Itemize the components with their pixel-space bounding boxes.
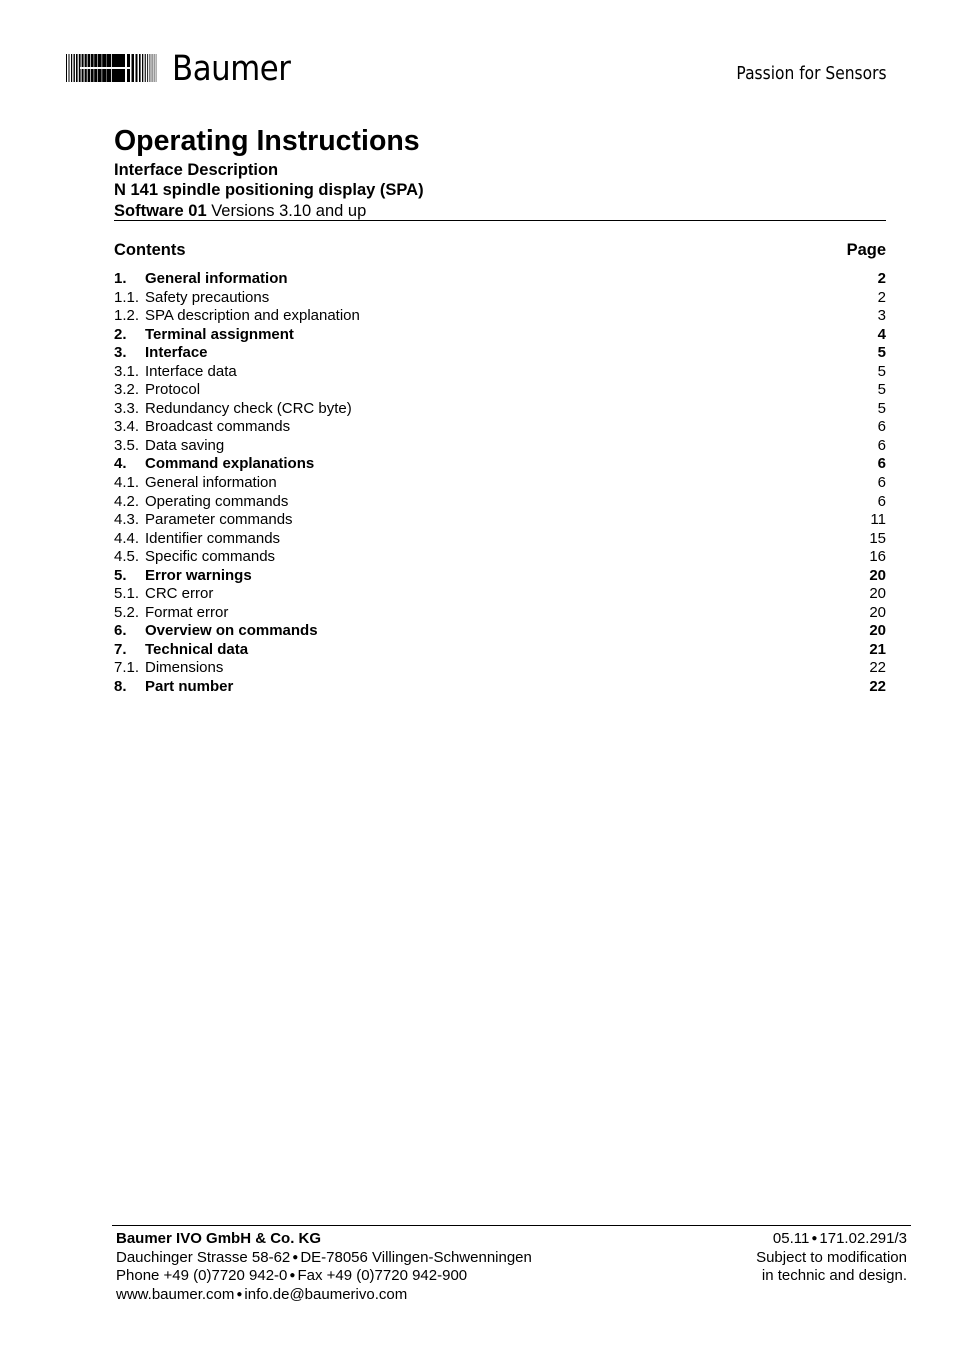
toc-entry-title: Broadcast commands bbox=[145, 418, 291, 436]
toc-entry-page: 5 bbox=[877, 399, 886, 417]
toc-entry-number: 1.1. bbox=[114, 288, 140, 306]
toc-entry-title: Protocol bbox=[145, 381, 201, 399]
toc-entry-title: Safety precautions bbox=[145, 288, 270, 306]
toc-entry-page: 21 bbox=[869, 640, 886, 658]
toc-entry-number: 7.1. bbox=[114, 659, 140, 677]
toc-entry[interactable] bbox=[114, 400, 886, 419]
address-street: Dauchinger Strasse 58-62 bbox=[116, 1248, 291, 1266]
toc-entry-page: 4 bbox=[877, 325, 886, 343]
toc-entry-number: 4.1. bbox=[114, 474, 140, 492]
tagline: Passion for Sensors bbox=[736, 63, 887, 84]
toc-entry-page: 3 bbox=[877, 307, 886, 325]
contents-header bbox=[114, 240, 886, 260]
toc-entry-number: 6. bbox=[114, 622, 127, 640]
footer-address bbox=[116, 1230, 532, 1305]
toc-entry-title: Identifier commands bbox=[145, 529, 281, 547]
toc-entry[interactable] bbox=[114, 474, 886, 493]
product-name: N 141 spindle positioning display (SPA) bbox=[114, 181, 424, 199]
toc-entry-page: 20 bbox=[869, 585, 886, 603]
toc-entry-page: 11 bbox=[870, 511, 886, 529]
toc-entry-page: 6 bbox=[877, 455, 886, 473]
toc-entry-number: 4.5. bbox=[114, 548, 140, 566]
contact-phone-fax bbox=[116, 1267, 532, 1286]
document-number: 171.02.291/3 bbox=[819, 1230, 907, 1248]
modification-note-2: in technic and design. bbox=[761, 1267, 907, 1285]
toc-entry-number: 4. bbox=[114, 455, 127, 473]
footer-document-info bbox=[756, 1230, 907, 1286]
toc-entry-title: Technical data bbox=[145, 640, 249, 658]
toc-entry-page: 22 bbox=[869, 659, 886, 677]
toc-entry[interactable] bbox=[114, 270, 886, 289]
toc-entry-number: 3. bbox=[114, 344, 127, 362]
document-date: 05.11 bbox=[772, 1230, 810, 1248]
software-version bbox=[114, 201, 366, 221]
software-label: Software 01 bbox=[114, 202, 207, 220]
toc-entry-number: 1. bbox=[114, 270, 127, 287]
toc-entry-title: CRC error bbox=[145, 585, 214, 603]
document-title: Operating Instructions bbox=[114, 125, 420, 157]
toc-entry-page: 20 bbox=[869, 603, 886, 621]
toc-entry-title: Interface data bbox=[145, 362, 237, 380]
company-name: Baumer IVO GmbH & Co. KG bbox=[116, 1230, 322, 1247]
toc-entry-title: Interface bbox=[145, 344, 208, 362]
document-subtitle: Interface Description bbox=[114, 161, 279, 179]
toc-entry[interactable] bbox=[114, 326, 886, 345]
toc-entry-number: 3.1. bbox=[114, 362, 140, 380]
toc-entry[interactable] bbox=[114, 548, 886, 567]
toc-entry[interactable] bbox=[114, 585, 886, 604]
contact-web-email bbox=[116, 1286, 532, 1305]
website-link[interactable]: www.baumer.com bbox=[116, 1286, 235, 1304]
toc-entry-page: 22 bbox=[869, 678, 886, 696]
toc-entry-number: 4.4. bbox=[114, 529, 140, 547]
toc-entry-number: 3.2. bbox=[114, 381, 140, 399]
toc-entry-page: 5 bbox=[877, 381, 886, 399]
toc-entry[interactable] bbox=[114, 604, 886, 623]
table-of-contents bbox=[114, 270, 886, 697]
modification-note: Subject to modification bbox=[756, 1248, 907, 1266]
toc-entry-number: 3.5. bbox=[114, 436, 140, 454]
toc-entry-number: 8. bbox=[114, 678, 127, 696]
toc-entry-title: Redundancy check (CRC byte) bbox=[145, 399, 352, 417]
toc-entry-page: 5 bbox=[877, 362, 886, 380]
toc-entry-page: 16 bbox=[869, 548, 886, 566]
toc-entry[interactable] bbox=[114, 455, 886, 474]
toc-entry-page: 5 bbox=[877, 344, 886, 362]
bullet-icon: ● bbox=[811, 1233, 818, 1244]
toc-entry-number: 7. bbox=[114, 640, 127, 658]
toc-entry[interactable] bbox=[114, 381, 886, 400]
bullet-icon: ● bbox=[236, 1288, 243, 1300]
toc-entry[interactable] bbox=[114, 622, 886, 641]
toc-entry[interactable] bbox=[114, 530, 886, 549]
address-city: DE-78056 Villingen-Schwenningen bbox=[300, 1248, 532, 1266]
header-divider bbox=[114, 220, 886, 221]
software-versions: Versions 3.10 and up bbox=[206, 202, 367, 220]
toc-entry[interactable] bbox=[114, 289, 886, 308]
toc-entry-page: 15 bbox=[869, 529, 886, 547]
toc-entry-title: Command explanations bbox=[145, 455, 315, 473]
toc-entry-page: 6 bbox=[877, 474, 886, 492]
brand-name: Baumer bbox=[172, 49, 291, 89]
street-address bbox=[116, 1249, 532, 1268]
toc-entry-title: Overview on commands bbox=[145, 622, 318, 640]
logo-bars-icon bbox=[66, 54, 158, 82]
toc-entry[interactable] bbox=[114, 418, 886, 437]
fax-number: Fax +49 (0)7720 942-900 bbox=[297, 1267, 468, 1285]
toc-entry-number: 5.2. bbox=[114, 603, 140, 621]
page-heading: Page bbox=[846, 241, 886, 259]
bullet-icon: ● bbox=[289, 1270, 296, 1282]
toc-entry[interactable] bbox=[114, 493, 886, 512]
bullet-icon: ● bbox=[292, 1251, 299, 1263]
toc-entry-title: Dimensions bbox=[145, 659, 224, 677]
toc-entry-number: 5.1. bbox=[114, 585, 140, 603]
toc-entry-page: 6 bbox=[877, 436, 886, 454]
toc-entry-title: Data saving bbox=[145, 436, 225, 454]
footer-divider bbox=[112, 1225, 911, 1226]
toc-entry[interactable] bbox=[114, 678, 886, 697]
toc-entry-page: 20 bbox=[869, 622, 886, 640]
toc-entry-title: Format error bbox=[145, 603, 229, 621]
toc-entry-number: 1.2. bbox=[114, 307, 140, 325]
toc-entry-title: Terminal assignment bbox=[145, 325, 294, 343]
toc-entry[interactable] bbox=[114, 344, 886, 363]
toc-entry-title: Specific commands bbox=[145, 548, 276, 566]
toc-entry-number: 3.3. bbox=[114, 399, 140, 417]
phone-number: Phone +49 (0)7720 942-0 bbox=[116, 1267, 288, 1285]
toc-entry-number: 3.4. bbox=[114, 418, 140, 436]
email-link[interactable]: info.de@baumerivo.com bbox=[244, 1286, 408, 1304]
toc-entry-title: Operating commands bbox=[145, 492, 289, 510]
toc-entry-title: Error warnings bbox=[145, 566, 252, 584]
toc-entry-page: 2 bbox=[877, 270, 886, 287]
toc-entry-page: 20 bbox=[869, 566, 886, 584]
toc-entry-page: 2 bbox=[877, 288, 886, 306]
toc-entry-title: Parameter commands bbox=[145, 511, 293, 529]
toc-entry-title: General information bbox=[145, 270, 288, 287]
toc-entry[interactable] bbox=[114, 307, 886, 326]
toc-entry-number: 5. bbox=[114, 566, 127, 584]
toc-entry-page: 6 bbox=[877, 492, 886, 510]
toc-entry[interactable] bbox=[114, 659, 886, 678]
baumer-logo bbox=[66, 50, 296, 88]
toc-entry-number: 2. bbox=[114, 325, 127, 343]
contents-heading: Contents bbox=[114, 241, 186, 259]
toc-entry-title: Part number bbox=[145, 678, 234, 696]
toc-entry[interactable] bbox=[114, 641, 886, 660]
toc-entry[interactable] bbox=[114, 437, 886, 456]
toc-entry-page: 6 bbox=[877, 418, 886, 436]
toc-entry[interactable] bbox=[114, 567, 886, 586]
document-date-number bbox=[756, 1230, 907, 1249]
toc-entry[interactable] bbox=[114, 511, 886, 530]
toc-entry-title: General information bbox=[145, 474, 277, 492]
toc-entry-title: SPA description and explanation bbox=[145, 307, 360, 325]
toc-entry-number: 4.2. bbox=[114, 492, 140, 510]
toc-entry-number: 4.3. bbox=[114, 511, 140, 529]
toc-entry[interactable] bbox=[114, 363, 886, 382]
